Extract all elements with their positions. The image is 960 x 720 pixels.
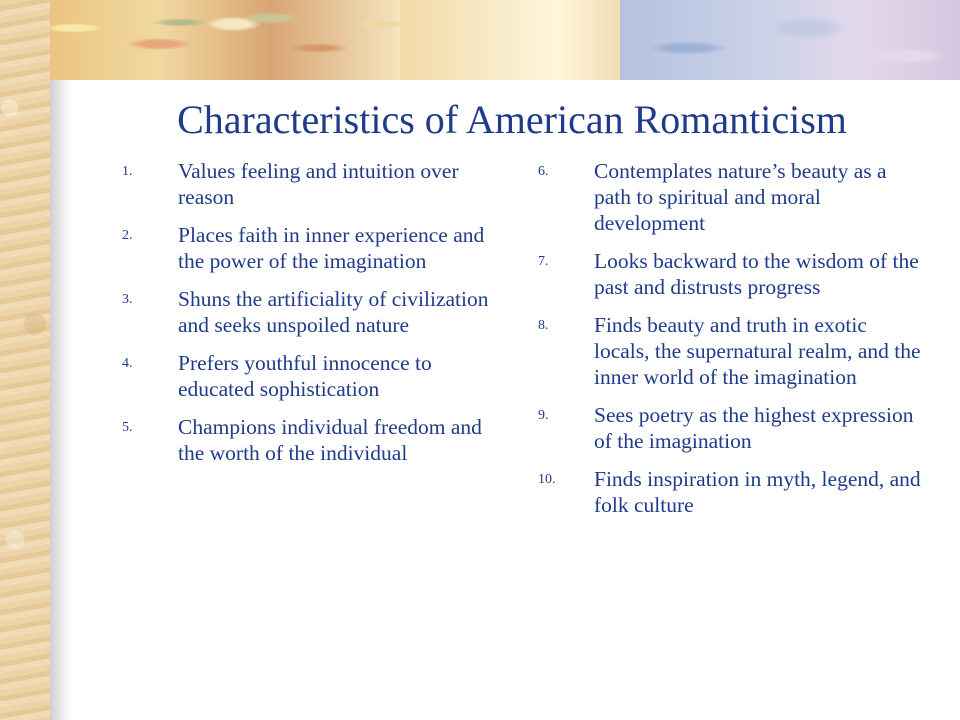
list-item bbox=[122, 222, 506, 274]
shadow-edge bbox=[50, 80, 72, 720]
item-text: Places faith in inner experience and the power of the imagination bbox=[178, 223, 485, 273]
item-text: Finds beauty and truth in exotic locals, the supernatural realm, and the inner world of the imagination bbox=[594, 313, 921, 389]
list-item bbox=[538, 248, 922, 300]
green-leaves-image bbox=[130, 0, 330, 45]
item-number: 1. bbox=[122, 164, 133, 179]
item-text: Looks backward to the wisdom of the past and distrusts progress bbox=[594, 249, 919, 299]
item-text: Prefers youthful innocence to educated sophistication bbox=[178, 351, 432, 401]
sunlight-image bbox=[400, 0, 620, 80]
item-text: Finds inspiration in myth, legend, and folk culture bbox=[594, 467, 921, 517]
item-text: Shuns the artificiality of civilization and seeks unspoiled nature bbox=[178, 287, 489, 337]
list-item bbox=[122, 286, 506, 338]
right-list bbox=[538, 158, 922, 530]
decorative-banner bbox=[0, 0, 960, 80]
item-number: 5. bbox=[122, 420, 133, 435]
item-number: 6. bbox=[538, 164, 549, 179]
list-item bbox=[538, 466, 922, 518]
item-number: 4. bbox=[122, 356, 133, 371]
item-text: Contemplates nature’s beauty as a path to spiritual and moral development bbox=[594, 159, 887, 235]
list-item bbox=[122, 158, 506, 210]
item-number: 8. bbox=[538, 318, 549, 333]
item-number: 3. bbox=[122, 292, 133, 307]
item-number: 9. bbox=[538, 408, 549, 423]
blue-flowers-image bbox=[620, 0, 960, 80]
list-item bbox=[538, 312, 922, 390]
left-list bbox=[122, 158, 506, 478]
item-number: 7. bbox=[538, 254, 549, 269]
item-text: Champions individual freedom and the worth of the individual bbox=[178, 415, 482, 465]
slide-title: Characteristics of American Romanticism bbox=[177, 97, 847, 142]
parchment-strip bbox=[0, 0, 50, 720]
list-item bbox=[538, 158, 922, 236]
list-item bbox=[538, 402, 922, 454]
item-number: 10. bbox=[538, 472, 556, 487]
item-number: 2. bbox=[122, 228, 133, 243]
list-item bbox=[122, 414, 506, 466]
item-text: Sees poetry as the highest expression of the imagination bbox=[594, 403, 914, 453]
list-item bbox=[122, 350, 506, 402]
item-text: Values feeling and intuition over reason bbox=[178, 159, 459, 209]
